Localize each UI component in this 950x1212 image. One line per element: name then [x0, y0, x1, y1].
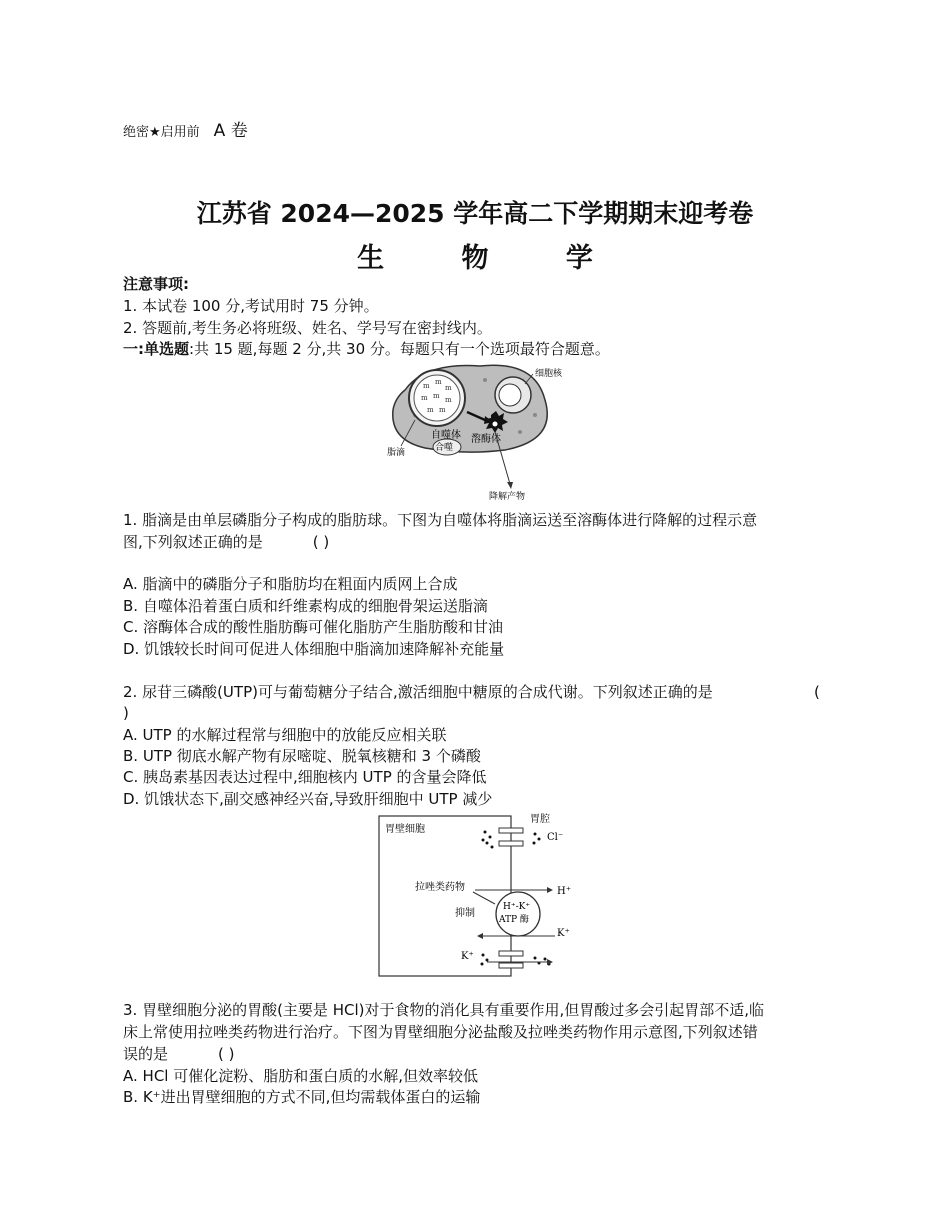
h-out-label: H⁺: [557, 886, 571, 897]
notice-item-1: 1. 本试卷 100 分,考试用时 75 分钟。: [123, 297, 379, 315]
q1-option-d: D. 饥饿较长时间可促进人体细胞中脂滴加速降解补充能量: [123, 640, 505, 658]
cl-label: Cl⁻: [547, 832, 564, 843]
svg-text:m: m: [439, 406, 446, 414]
q3-option-a: A. HCl 可催化淀粉、脂肪和蛋白质的水解,但效率较低: [123, 1067, 478, 1085]
svg-text:m: m: [445, 384, 452, 392]
inhibit-label: 抑制: [455, 908, 475, 919]
svg-text:m: m: [423, 382, 430, 390]
notice-item-2: 2. 答题前,考生务必将班级、姓名、学号写在密封线内。: [123, 319, 492, 337]
cell-label: 胃壁细胞: [385, 824, 425, 835]
pump-label-2: ATP 酶: [499, 915, 529, 925]
k-out-label: K⁺: [461, 951, 474, 962]
figure-parietal-cell: [375, 812, 580, 982]
q2-option-b: B. UTP 彻底水解产物有尿嘧啶、脱氧核糖和 3 个磷酸: [123, 747, 481, 765]
header-line: [123, 116, 248, 141]
q2-option-a: A. UTP 的水解过程常与细胞中的放能反应相关联: [123, 726, 447, 744]
volume-label: A 卷: [213, 121, 248, 141]
q2-stem-text: 2. 尿苷三磷酸(UTP)可与葡萄糖分子结合,激活细胞中糖原的合成代谢。下列叙述正确的是: [123, 683, 713, 701]
autophagosome-label: 自噬体: [431, 430, 461, 441]
q3-stem-line2: 床上常使用拉唑类药物进行治疗。下图为胃壁细胞分泌盐酸及拉唑类药物作用示意图,下列叙述错: [123, 1023, 758, 1041]
section-desc: :共 15 题,每题 2 分,共 30 分。每题只有一个选项最符合题意。: [189, 340, 610, 358]
q3-stem-line1: 3. 胃壁细胞分泌的胃酸(主要是 HCl)对于食物的消化具有重要作用,但胃酸过多会引起胃部不适,临: [123, 1001, 765, 1019]
q2-option-d: D. 饥饿状态下,副交感神经兴奋,导致肝细胞中 UTP 减少: [123, 790, 493, 808]
q1-option-a: A. 脂滴中的磷脂分子和脂肪均在粗面内质网上合成: [123, 575, 458, 593]
svg-text:m: m: [435, 378, 442, 386]
q3-stem-tail: 误的是: [123, 1045, 169, 1063]
notice-heading: 注意事项:: [123, 275, 189, 293]
q2-paren-open: (: [814, 683, 820, 701]
figure-lipophagy: [385, 360, 565, 505]
q1-option-b: B. 自噬体沿着蛋白质和纤维素构成的细胞骨架运送脂滴: [123, 597, 488, 615]
drug-label: 拉唑类药物: [415, 882, 465, 893]
svg-text:m: m: [433, 392, 440, 400]
subject-title: 生 物 学: [357, 243, 627, 274]
q2-option-c: C. 胰岛素基因表达过程中,细胞核内 UTP 的含量会降低: [123, 768, 487, 786]
q3-option-b: B. K⁺进出胃壁细胞的方式不同,但均需载体蛋白的运输: [123, 1088, 481, 1106]
lipid-droplet-label: 脂滴: [387, 448, 406, 458]
lumen-label: 胃腔: [530, 814, 550, 825]
q1-answer-paren: ( ): [312, 533, 330, 551]
svg-text:m: m: [445, 396, 452, 404]
lysosome-label: 溶酶体: [471, 434, 501, 445]
q3-answer-paren: ( ): [218, 1045, 235, 1063]
exam-title: 江苏省 2024—2025 学年高二下学期期末迎考卷: [196, 199, 754, 228]
confidential-label: 绝密★启用前: [123, 125, 200, 140]
section-line: [123, 339, 610, 361]
q1-option-c: C. 溶酶体合成的酸性脂肪酶可催化脂肪产生脂肪酸和甘油: [123, 618, 504, 636]
products-label: 降解产物: [489, 492, 526, 502]
fusion-label: 合噬: [435, 443, 454, 453]
nucleus-label: 细胞核: [535, 369, 563, 379]
q3-stem-line3: [123, 1044, 235, 1066]
q2-stem: [123, 682, 823, 704]
pump-label-1: H⁺-K⁺: [503, 902, 531, 912]
svg-text:m: m: [421, 394, 428, 402]
q1-stem-tail: 图,下列叙述正确的是: [123, 533, 263, 551]
k-in-label: K⁺: [557, 928, 570, 939]
svg-text:m: m: [427, 406, 434, 414]
section-label: 一:单选题: [123, 340, 189, 358]
q2-paren-close: ): [123, 704, 129, 722]
q1-stem-line2: [123, 532, 329, 554]
q1-stem-line1: 1. 脂滴是由单层磷脂分子构成的脂肪球。下图为自噬体将脂滴运送至溶酶体进行降解的过程示意: [123, 511, 758, 529]
